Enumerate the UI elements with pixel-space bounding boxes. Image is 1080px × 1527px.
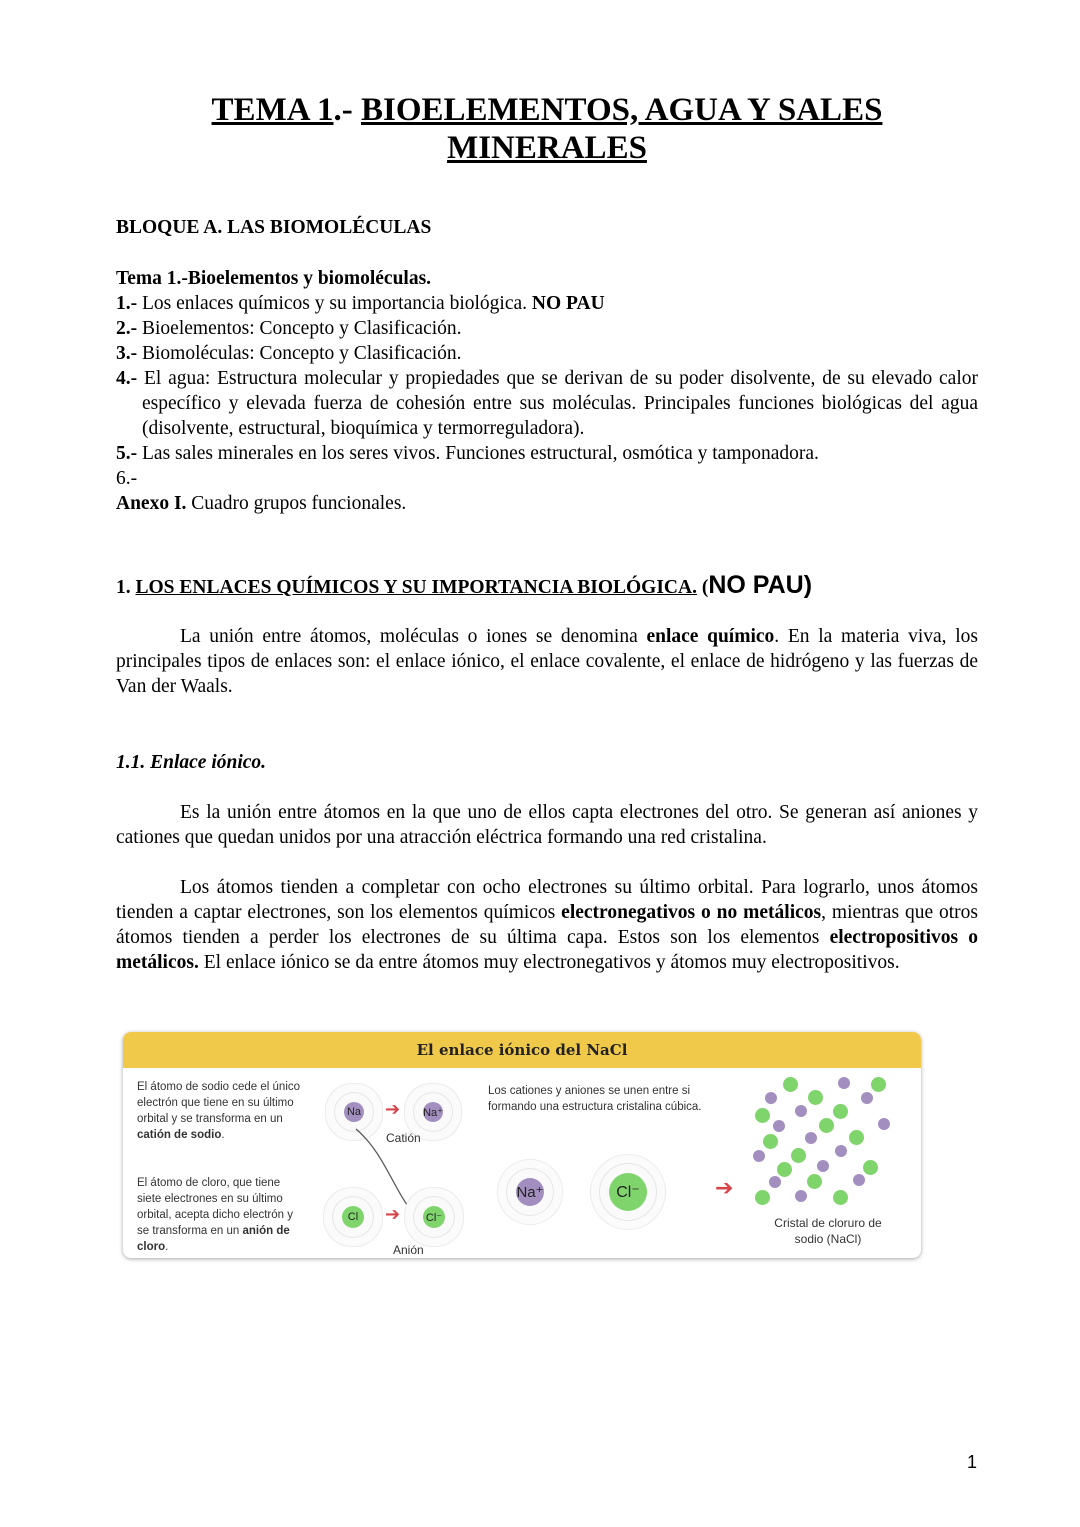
index-item: 2.- Bioelementos: Concepto y Clasificación. [116, 318, 462, 339]
index-item: 6.- [116, 468, 138, 489]
sodium-ion-dot [838, 1077, 850, 1089]
sodium-cation: Na⁺ [423, 1102, 443, 1122]
topic-index [116, 266, 978, 516]
chloride-ion-dot [807, 1174, 822, 1189]
title-part: TEMA 1 [211, 92, 334, 128]
section-1-1-paragraph: Es la unión entre átomos en la que uno de ellos capta electrones del otro. Se generan así aniones y cationes que quedan unidos por una atracción eléctrica formando una red cristalina. [116, 802, 978, 848]
chloride-ion: Cl⁻ [609, 1173, 647, 1211]
title-part: MINERALES [447, 130, 647, 166]
chlorine-description: El átomo de cloro, que tiene siete electrones en su último orbital, acepta dicho electrón y se transforma en un anión de cloro. [137, 1177, 293, 1253]
sodium-ion-dot [835, 1145, 847, 1157]
chloride-ion-dot [763, 1134, 778, 1149]
chloride-ion-dot [833, 1190, 848, 1205]
sodium-ion-dot [817, 1160, 829, 1172]
arrow-icon: ➔ [385, 1204, 401, 1225]
chloride-ion-dot [849, 1130, 864, 1145]
document-title [0, 91, 1080, 167]
chloride-ion-dot [819, 1118, 834, 1133]
section-1-paragraph: La unión entre átomos, moléculas o iones se denomina enlace químico. En la materia viva, los principales tipos de enlaces son: el enlace iónico, el enlace covalente, el enlace de hidrógeno y las fuerzas de Van der Waals. [116, 626, 978, 697]
arrow-icon: ➔ [385, 1099, 401, 1120]
chloride-ion-dot [755, 1190, 770, 1205]
title-part: BIOELEMENTOS, AGUA Y SALES [360, 92, 883, 128]
sodium-ion-dot [769, 1176, 781, 1188]
annex-item: Anexo I. Cuadro grupos funcionales. [116, 493, 407, 514]
figure-title: El enlace iónico del NaCl [123, 1032, 921, 1068]
sodium-ion-dot [878, 1118, 890, 1130]
page-number: 1 [966, 1452, 977, 1472]
section-1-1-paragraph: Los átomos tienden a completar con ocho electrones su último orbital. Para lograrlo, unos átomos tienden a captar electrones, son los elementos químicos electronegativos o no metálicos, mientras que otros átomos tienden a perder los electrones de su última capa. Estos son los elementos electropositivos o metálicos. El enlace iónico se da entre átomos muy electronegativos y átomos muy electropositivos. [116, 877, 979, 973]
bloque-heading: BLOQUE A. LAS BIOMOLÉCULAS [116, 217, 432, 238]
sodium-ion-dot [773, 1120, 785, 1132]
sodium-ion-dot [805, 1132, 817, 1144]
sodium-ion-dot [795, 1105, 807, 1117]
chloride-ion-dot [808, 1090, 823, 1105]
section-1-heading: 1. LOS ENLACES QUÍMICOS Y SU IMPORTANCIA BIOLÓGICA. (NO PAU) [116, 571, 813, 599]
chloride-ion-dot [755, 1108, 770, 1123]
index-heading: Tema 1.-Bioelementos y biomoléculas. [116, 268, 432, 289]
sodium-atom: Na [344, 1102, 364, 1122]
chloride-anion: Cl⁻ [423, 1206, 445, 1228]
chloride-ion-dot [871, 1077, 886, 1092]
sodium-ion-dot [765, 1092, 777, 1104]
sodium-ion-dot [861, 1092, 873, 1104]
nacl-ionic-bond-figure [123, 1032, 921, 1258]
index-item: 1.- Los enlaces químicos y su importancia biológica. NO PAU [116, 293, 605, 314]
crystal-caption: Cristal de cloruro de sodio (NaCl) [774, 1216, 882, 1246]
cation-label: Catión [386, 1131, 421, 1145]
sodium-ion-dot [853, 1174, 865, 1186]
chlorine-atom: Cl [342, 1206, 364, 1228]
index-item: 4.- El agua: Estructura molecular y propiedades que se derivan de su poder disolvente, de su elevado calor específico y elevada fuerza de cohesión entre sus moléculas. Principales funciones biológicas del agua (disolvente, estructural, bioquímica y termorreguladora). [116, 368, 978, 439]
nacl-crystal-lattice [753, 1072, 903, 1212]
index-item: 3.- Biomoléculas: Concepto y Clasificación. [116, 343, 462, 364]
sodium-ion: Na⁺ [516, 1178, 544, 1206]
section-1-1-heading: 1.1. Enlace iónico. [116, 752, 267, 773]
anion-label: Anión [393, 1243, 424, 1257]
crystal-description: Los cationes y aniones se unen entre si formando una estructura cristalina cúbica. [488, 1085, 702, 1113]
arrow-icon: ➔ [715, 1176, 734, 1201]
sodium-ion-dot [753, 1150, 765, 1162]
chloride-ion-dot [863, 1160, 878, 1175]
chloride-ion-dot [791, 1148, 806, 1163]
index-item: 5.- Las sales minerales en los seres vivos. Funciones estructural, osmótica y tamponadora. [116, 443, 819, 464]
chloride-ion-dot [833, 1104, 848, 1119]
sodium-description: El átomo de sodio cede el único electrón que tiene en su último orbital y se transforma en un catión de sodio. [137, 1081, 301, 1141]
sodium-ion-dot [795, 1190, 807, 1202]
title-sep: .- [333, 92, 361, 128]
chloride-ion-dot [777, 1162, 792, 1177]
chloride-ion-dot [783, 1077, 798, 1092]
